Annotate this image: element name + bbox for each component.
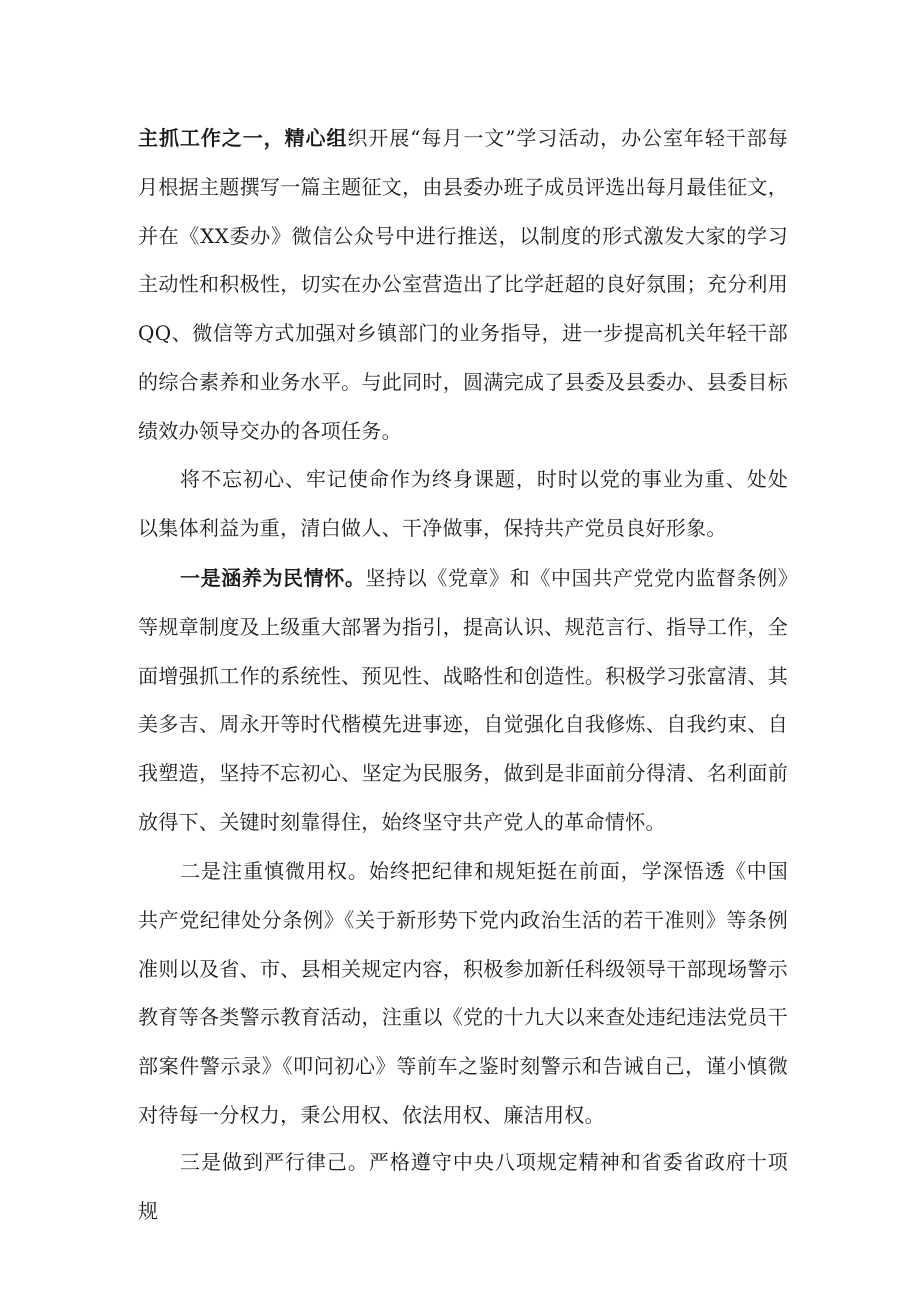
paragraph-3-lead: 一是涵养为民情怀。 [180,566,366,590]
paragraph-3-text: 坚持以《党章》和《中国共产党党内监督条例》等规章制度及上级重大部署为指引，提高认识、规范言行、指导工作，全面增强抓工作的系统性、预见性、战略性和创造性。积极学习张富清、其美多吉、周永开等时代楷模先进事迹，自觉强化自我修炼、自我约束、自我塑造，坚持不忘初心、坚定为民服务，做到是非面前分得清、名利面前放得下、关键时刻靠得住，始终坚守共产党人的革命情怀。 [138,566,788,834]
paragraph-2 [138,455,788,553]
paragraph-1 [138,114,788,456]
paragraph-2-text: 将不忘初心、牢记使命作为终身课题，时时以党的事业为重、处处以集体利益为重，清白做人、干净做事，保持共产党员良好形象。 [138,467,788,540]
paragraph-5-text: 三是做到严行律己。严格遵守中央八项规定精神和省委省政府十项规 [138,1150,788,1223]
paragraph-3 [138,554,788,847]
paragraph-5 [138,1138,788,1236]
paragraph-1-text: 织开展“每月一文”学习活动，办公室年轻干部每月根据主题撰写一篇主题征文，由县委办班子成员评选出每月最佳征文，并在《XX委办》微信公众号中进行推送，以制度的形式激发大家的学习主动性和积极性，切实在办公室营造出了比学赶超的良好氛围；充分利用QQ、微信等方式加强对乡镇部门的业务指导，进一步提高机关年轻干部的综合素养和业务水平。与此同时，圆满完成了县委及县委办、县委目标绩效办领导交办的各项任务。 [138,126,788,443]
paragraph-4-text: 二是注重慎微用权。始终把纪律和规矩挺在前面，学深悟透《中国共产党纪律处分条例》《关于新形势下党内政治生活的若干准则》等条例准则以及省、市、县相关规定内容，积极参加新任科级领导干部现场警示教育等各类警示教育活动，注重以《党的十九大以来查处违纪违法党员干部案件警示录》《叩问初心》等前车之鉴时刻警示和告诫自己，谨小慎微对待每一分权力，秉公用权、依法用权、廉洁用权。 [138,859,788,1127]
paragraph-1-lead: 主抓工作之一，精心组 [138,126,348,150]
paragraph-4 [138,847,788,1140]
